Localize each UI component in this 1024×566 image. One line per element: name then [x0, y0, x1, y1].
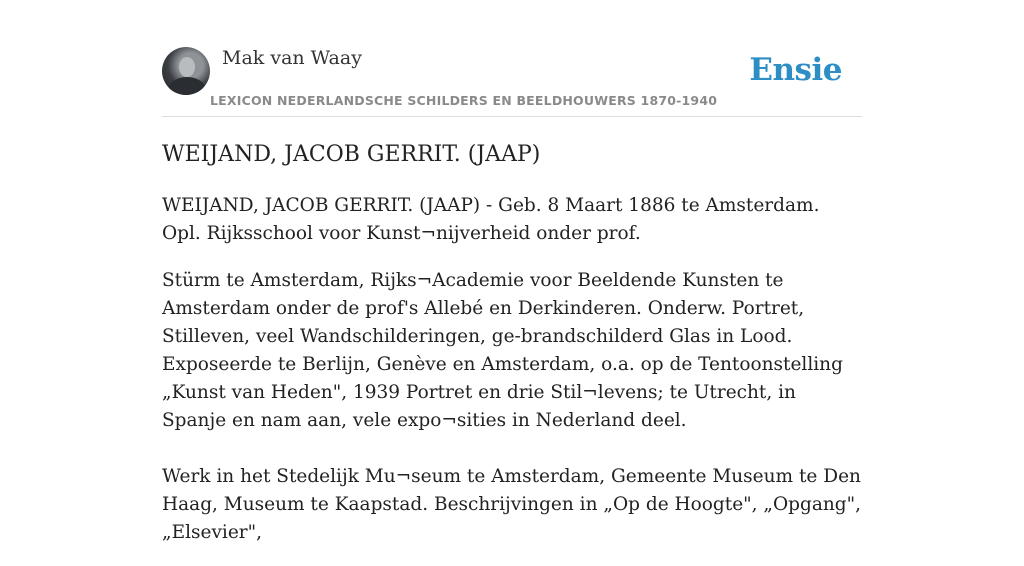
article-paragraph: Werk in het Stedelijk Mu¬seum te Amsterdam, Gemeente Museum te Den Haag, Museum te Kaapstad. Beschrijvingen in „Op de Hoogte", „Opgang", „Elsevier",: [162, 466, 862, 543]
avatar-shoulders: [168, 77, 206, 95]
article-body: [162, 192, 862, 566]
article-paragraph: Stürm te Amsterdam, Rijks¬Academie voor Beeldende Kunsten te Amsterdam onder de prof's Allebé en Derkinderen. Onderw. Portret, Stilleven, veel Wandschilderingen, ge-brandschilderd Glas in Lood. Exposeerde te Berlijn, Genève en Amsterdam, o.a. op de Tentoonstelling „Kunst van Heden", 1939 Portret en drie Stil¬levens; te Utrecht, in Spanje en nam aan, vele expo¬sities in Nederland deel.: [162, 270, 843, 431]
author-name[interactable]: Mak van Waay: [222, 47, 362, 69]
article-paragraph: WEIJAND, JACOB GERRIT. (JAAP) - Geb. 8 Maart 1886 te Amsterdam. Opl. Rijksschool voor Kunst¬nijverheid onder prof.: [162, 195, 820, 244]
ensie-logo[interactable]: Ensie: [749, 52, 842, 88]
source-lexicon[interactable]: LEXICON NEDERLANDSCHE SCHILDERS EN BEELDHOUWERS 1870-1940: [210, 93, 718, 108]
avatar-face: [179, 57, 195, 77]
author-avatar[interactable]: [162, 47, 210, 95]
article-title: WEIJAND, JACOB GERRIT. (JAAP): [162, 142, 541, 167]
article-header: [162, 46, 862, 117]
